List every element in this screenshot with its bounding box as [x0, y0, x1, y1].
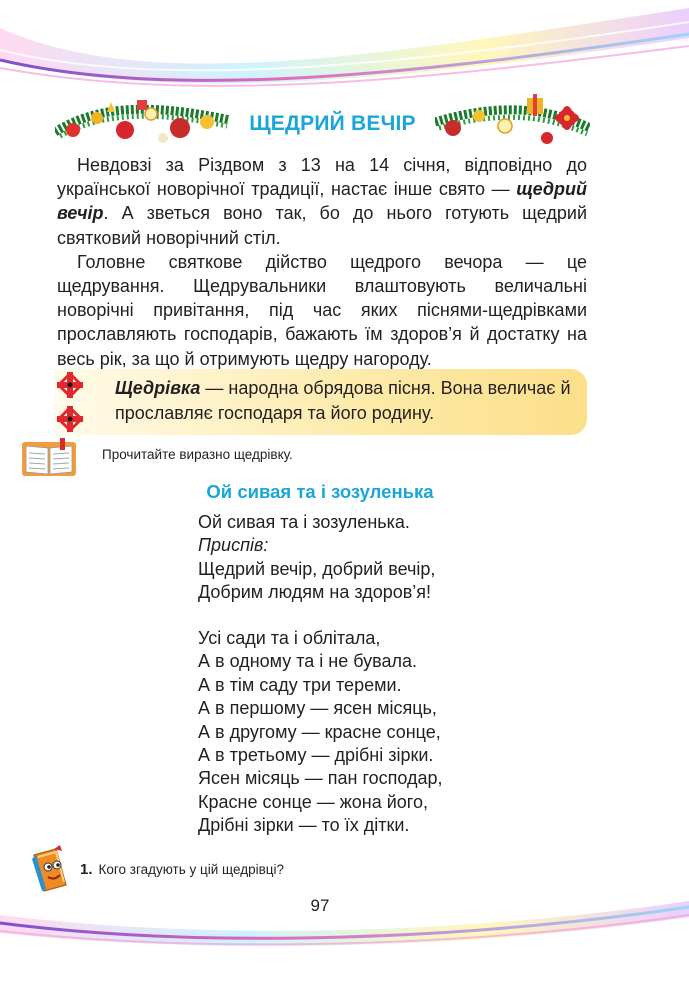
bottom-decorative-wave	[0, 895, 689, 955]
song-title: Ой сивая та і зозуленька	[206, 481, 434, 502]
verse-line: Красне сонце — жона його,	[198, 791, 428, 812]
song-verse-2	[198, 627, 443, 838]
paragraph-2: Головне святкове дійство щедрого вечора — це щедрування. Щедрувальники влаштовують величальні новорічні привітання, під час яких піснями-щедрівками прославляють господарів, бажають їм здоров’я й достатку на весь рік, за що й отримують щедру нагороду.	[57, 251, 587, 369]
verse-line: А в одному та і не бувала.	[198, 651, 418, 672]
verse-line: Ясен місяць — пан господар,	[198, 768, 443, 789]
open-book-icon	[20, 438, 78, 478]
verse-line: Добрим людям на здоров’я!	[198, 582, 432, 603]
book-character-icon	[26, 845, 74, 893]
verse-line: Ой сивая та і зозуленька.	[198, 512, 410, 532]
verse-line: Дрібні зірки — то їх дітки.	[198, 815, 410, 836]
definition-term: Щедрівка	[115, 378, 201, 398]
christmas-garland-right-icon	[435, 92, 590, 154]
page-title: ЩЕДРИЙ ВЕЧІР	[249, 112, 416, 135]
question-1	[80, 861, 284, 878]
question-number: 1.	[80, 861, 93, 878]
verse-line: Щедрий вечір, добрий вечір,	[198, 558, 436, 579]
question-text: Кого згадують у цій щедрівці?	[98, 862, 285, 877]
ukrainian-ornament-icon	[52, 370, 88, 436]
verse-line: Усі сади та і облітала,	[198, 628, 381, 648]
heading-row	[55, 92, 590, 154]
verse-line: А в тім саду три тереми.	[198, 674, 402, 695]
verse-line: А в третьому — дрібні зірки.	[198, 745, 434, 766]
verse-line: А в другому — красне сонце,	[198, 721, 441, 742]
refrain-label: Приспів:	[198, 535, 269, 556]
paragraph-1: Невдовзі за Різдвом з 13 на 14 січня, відповідно до української новорічної традиції, настає інше свято — щедрий вечір. А зветься воно так, бо до нього готують щедрий святковий новорічний стіл.	[57, 155, 587, 248]
christmas-garland-left-icon	[55, 92, 230, 154]
verse-line: А в першому — ясен місяць,	[198, 698, 437, 719]
reading-instruction: Прочитайте виразно щедрівку.	[102, 447, 293, 462]
main-text	[57, 153, 587, 371]
top-decorative-wave	[0, 0, 689, 90]
page-number: 97	[310, 896, 330, 915]
definition-text: Щедрівка — народна обрядова пісня. Вона величає й прославляє господаря та його родину.	[115, 378, 571, 423]
emphasis-term: щедрий вечір	[57, 179, 587, 224]
song-verse-1	[198, 511, 435, 605]
